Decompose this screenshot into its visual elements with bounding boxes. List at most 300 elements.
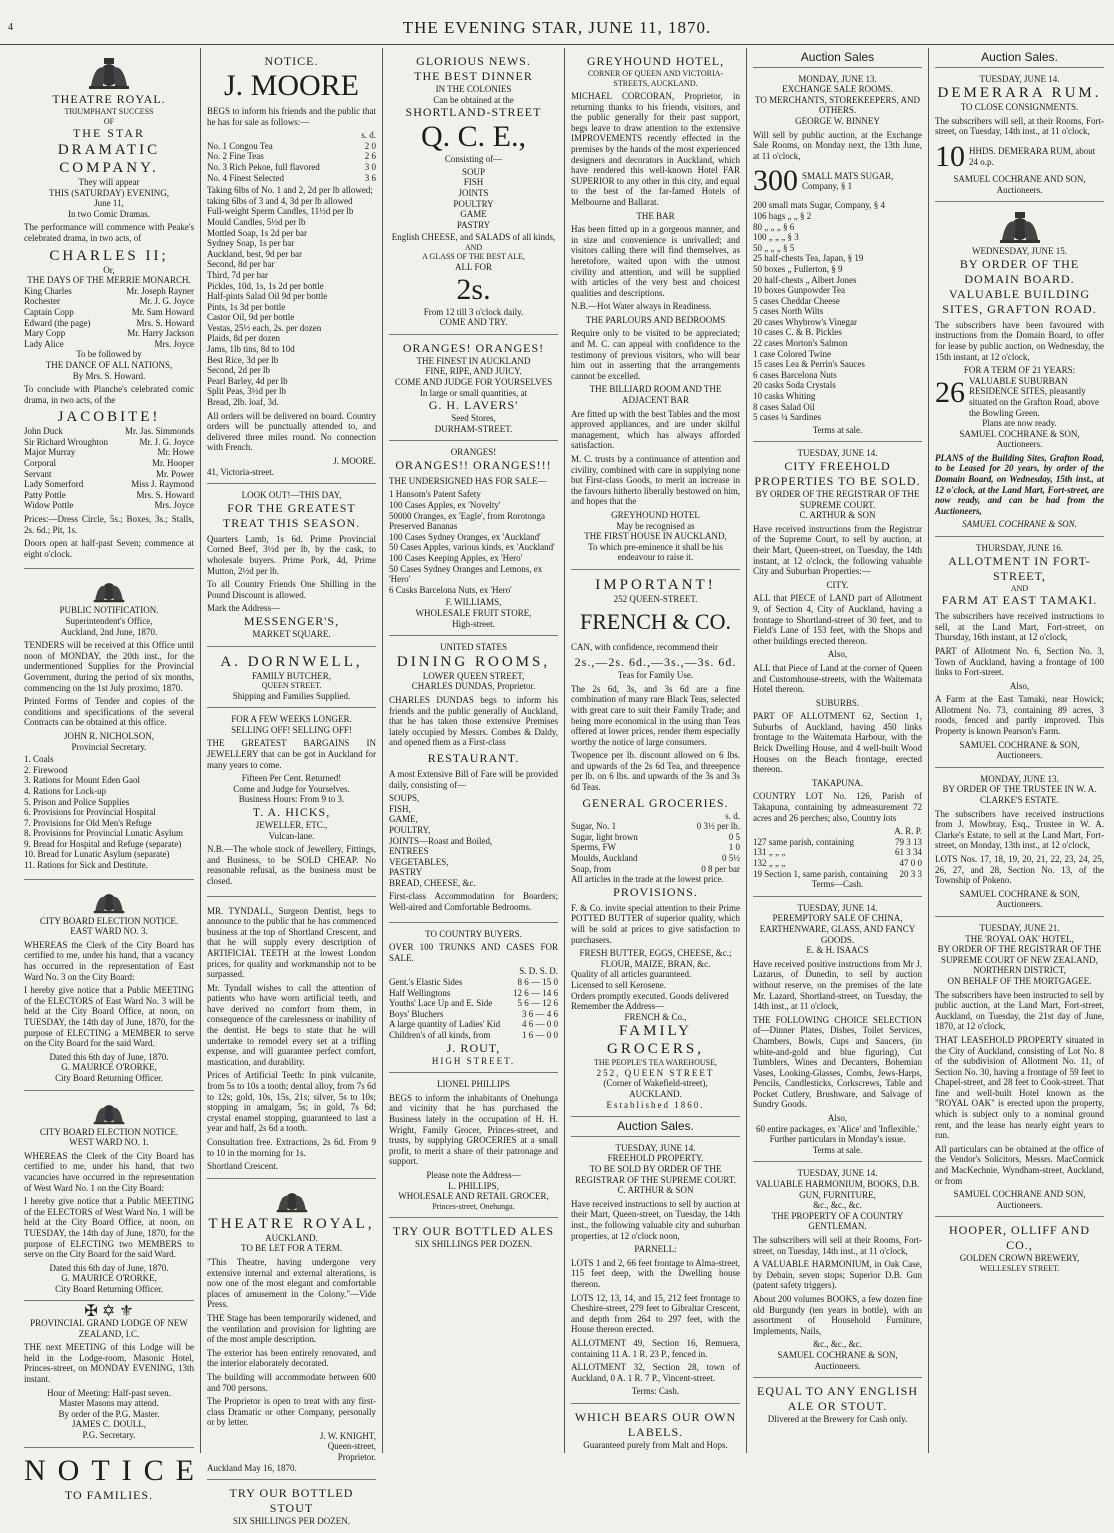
merchandise-item: 80 „ „ „ § 6 (753, 221, 795, 232)
grocery-row-label: Moulds, Auckland (571, 853, 638, 864)
fort-street-ad (935, 537, 1104, 768)
theatre2-date: Auckland May 16, 1870. (207, 1462, 297, 1473)
footwear-row-value: 8 6 — 15 0 (517, 977, 558, 988)
rum-lead-item (935, 140, 1104, 174)
domain-firm: SAMUEL COCHRANE & SON, (959, 428, 1080, 439)
cast-row-value: Mrs. Joyce (154, 500, 194, 511)
hicks-trade: JEWELLER, ETC., (255, 819, 328, 830)
cast-row-value: Mrs. Joyce (154, 338, 194, 349)
rum-hhds: HHDS. DEMERARA RUM, about 24 o.p. (969, 146, 1096, 167)
cast-row-label: Lady Alice (24, 338, 64, 349)
dining-board: First-class Accommodation for Boarders; Well-aired and Comfortable Bedrooms. (389, 891, 558, 913)
fruit-item: 1 Hansom's Patent Safety (389, 489, 481, 500)
theatre-this-eve: THIS (SATURDAY) EVENING, (49, 187, 169, 198)
royal-oak-order: BY ORDER OF THE REGISTRAR OF THE SUPREME COURT OF NEW ZEALAND, NORTHERN DISTRICT, (937, 944, 1102, 976)
column-5 (746, 48, 928, 1453)
merchandise-item: 8 cases Salad Oil (753, 401, 815, 412)
fruit-item: 50 Cases Sydney Oranges and Lemons, ex 'Hero' (389, 563, 543, 585)
isaacs-body2: THE FOLLOWING CHOICE SELECTION of—Dinner Plates, Dishes, Toilet Services, Chambers, Bowls, Cups and Saucers, (in white-and-gold and blue figuring), Cut Tumblers, Wines and Decanters, Bohemian Vases, Looking-Glasses, Combs, Jews-Harps, Pencils, Candlesticks, Corkscrews, Table and Pocket Cutlery, Brushware, and Salvage of Sundry Goods. (753, 1014, 922, 1110)
menu-item: POULTRY, (389, 824, 431, 835)
cast-row-label: Servant (24, 468, 52, 479)
rum-big-number: 10 (935, 139, 965, 173)
election1-body2: I hereby give notice that a Public MEETING of the ELECTORS of West Ward No. 1 will be held at the City Board Office, at noon, on TUESDAY, the 14th day of June, 1870, for the purpose of ELECTING two MEMBERS to serve on the City Board for the said Ward. (24, 1196, 194, 1260)
isaacs-firm: E. & H. ISAACS (806, 945, 869, 956)
equal-heading: EQUAL TO ANY ENGLISH ALE OR STOUT. (757, 1384, 918, 1414)
isaacs-pkgs: 60 entire packages, ex 'Alice' and 'Inflexible.' (756, 1123, 919, 1134)
masonic-emblems-icon: ✠ ✡ ⚜ (84, 1303, 134, 1321)
merchandise-item: 6 cases Barcelona Nuts (753, 369, 837, 380)
merchandise-item: 50 „ „ „ § 5 (753, 242, 795, 253)
grocery-item: Split Peas, 3½d per lb (207, 386, 286, 397)
merchandise-item: 20 cases Whybrow's Vinegar (753, 316, 857, 327)
fort-and: AND (1010, 583, 1029, 593)
fort-heading: ALLOTMENT IN FORT-STREET, (948, 553, 1091, 583)
election-east-ad (24, 880, 194, 1091)
auction-allot32: ALLOTMENT 32, Section 28, town of Auckland, 0 A. 1 R. 7 P., Vincent-street. (571, 1362, 740, 1383)
lot-row-label: 132 „ „ „ (753, 858, 786, 868)
french-teas: 2s.,—2s. 6d.,—3s.,—3s. 6d. (574, 655, 737, 670)
messenger-mark: Mark the Address— (207, 603, 280, 614)
auction-lots1: LOTS 1 and 2, 66 feet frontage to Alma-street, 115 feet deep, with the Dwelling house thereon. (571, 1257, 740, 1289)
theatre-let-ad (207, 1179, 376, 1480)
merchandise-item: 10 cases C. & B. Pickles (753, 327, 842, 338)
cast-row (24, 447, 194, 458)
labels-sub: Guaranteed purely from Malt and Hops. (583, 1439, 728, 1450)
cast-row-value: Mr. Howe (157, 447, 194, 458)
greyhound-heading: GREYHOUND HOTEL, (586, 54, 725, 68)
equal-ale-ad (753, 1378, 922, 1431)
merchandise-list (753, 200, 922, 422)
merchandise-item: 200 small mats Sugar, Company, § 4 (753, 200, 886, 211)
footwear-price-list (389, 977, 558, 1041)
tea-row-label: No. 2 Fine Teas (207, 151, 264, 162)
city-lot3: PART OF ALLOTMENT 62, Section 1, Suburbs of Auckland, having 450 links frontage to the Waitemata Harbour, with the Brick Dwelling House, and 4 well-built Wood Houses on the Beach frontage, erected thereon. (753, 711, 922, 775)
ales-ad (389, 1218, 558, 1256)
footwear-row (389, 1019, 558, 1030)
harmonium-etc2: &c., &c., &c. (813, 1339, 862, 1350)
election3-body2: I hereby give notice that a Public MEETING of the ELECTORS of East Ward No. 3 will be held at the City Board Office, at noon, on TUESDAY, the 14th day of June, 1870, for the purpose of ELECTING a MEMBER to serve on the City Board for the said Ward. (24, 985, 194, 1049)
phillips-name: L. PHILLIPS, (448, 1180, 499, 1191)
cast-row (24, 426, 194, 437)
public-heading: PUBLIC NOTIFICATION. (59, 605, 159, 616)
hicks-hours: Business Hours: From 9 to 3. (238, 794, 345, 805)
french-orders: Orders promptly executed. Goods delivered (571, 990, 729, 1001)
domain-lead-item (935, 376, 1104, 418)
lavers-oranges-ad (389, 335, 558, 442)
theatre2-sign3: Proprietor. (337, 1452, 376, 1463)
binney-day: MONDAY, JUNE 13. (798, 73, 877, 84)
cast-row (24, 479, 194, 490)
clarke-heading: BY ORDER OF THE TRUSTEE IN W. A. CLARKE'S ESTATE. (942, 784, 1097, 806)
greyhound-nb: N.B.—Hot Water always in Readiness. (571, 301, 712, 312)
domain-body: The subscribers have been favoured with instructions from the Domain Board, to offer for lease by public auction, on Wednesday, the 15th instant, at 12 o'clock, (935, 319, 1104, 362)
dornwell-name: A. DORNWELL, (220, 653, 363, 670)
columns (18, 48, 1110, 1527)
grocery-item: Bread, 2lb. loaf, 3d. (207, 397, 279, 408)
clarke-day: MONDAY, JUNE 13. (980, 773, 1059, 784)
cast-row (24, 318, 194, 329)
fruit-item: 6 Casks Barcelona Nuts, ex 'Hero' (389, 584, 512, 595)
grocery-item: Auckland, best, 9d per bar (207, 248, 302, 259)
lodge-master: Master Masons may attend. (59, 1398, 159, 1409)
glorious-heading: GLORIOUS NEWS. (416, 54, 531, 68)
hicks-weeks: FOR A FEW WEEKS LONGER. (231, 714, 352, 725)
isaacs-terms: Terms at sale. (812, 1144, 863, 1155)
royal-oak-day: TUESDAY, JUNE 21. (979, 922, 1060, 933)
hicks-ad (207, 708, 376, 896)
tea-row-label: No. 3 Rich Pekoe, full flavored (207, 161, 320, 172)
merchandise-item: 106 bags „ „ § 2 (753, 210, 812, 221)
theatre-play2: JACOBITE! (57, 409, 161, 426)
labels-ad (571, 1404, 740, 1457)
grocery-price-table (571, 821, 740, 874)
grocery-item: Second, 2d per lb (207, 365, 270, 376)
lodge-body: THE next MEETING of this Lodge will be held in the Lodge-room, Masonic Hotel, Princes-street, on MONDAY EVENING, 13th instant. (24, 1342, 194, 1385)
french-warehouse: THE PEOPLE'S TEA WAREHOUSE, (594, 1058, 717, 1068)
french-corner: (Corner of Wakefield-street), (603, 1078, 708, 1089)
merchandise-item: 100 „ „ „ § 3 (753, 232, 799, 243)
harmonium-firm: SAMUEL COCHRANE & SON, (777, 1349, 898, 1360)
supply-item: 10. Bread for Lunatic Asylum (separate) (24, 849, 170, 860)
domain-sites: VALUABLE BUILDING SITES, GRAFTON ROAD. (942, 286, 1097, 316)
french-all: All articles in the trade at the lowest price. (571, 874, 724, 885)
merchandise-item: 15 cases Lea & Perrin's Sauces (753, 359, 865, 370)
phillips-body: BEGS to inform the inhabitants of Onehunga and vicinity that he has purchased the Business lately in the occupation of H. H. Wright, Family Grocer, Princes-street, and trusts, by supplying GROCERIES at a small profit, to merit a share of their patronage and support. (389, 1092, 558, 1167)
tea-row (207, 173, 376, 184)
city-suburbs: SUBURBS. (815, 697, 860, 708)
tea-row-value: 2 0 (364, 140, 376, 151)
french-licensed: Licensed to sell Kerosene. (571, 979, 666, 990)
oranges2-street: High-street. (452, 618, 495, 629)
supply-item: 2. Firewood (24, 764, 68, 775)
footwear-row (389, 977, 558, 988)
merchandise-item: 22 cases Morton's Salmon (753, 338, 848, 349)
phillips-note: Please note the Address— (426, 1169, 521, 1180)
supply-item: 6. Provisions for Provincial Hospital (24, 807, 156, 818)
royal-arms-icon (272, 1187, 312, 1213)
domain-plans: Plans are now ready. (982, 418, 1057, 429)
greyhound-hotel-ad (571, 48, 740, 570)
city-also: Also, (827, 649, 848, 660)
binney-name: GEORGE W. BINNEY (795, 115, 880, 126)
tea-row-value: 3 0 (364, 161, 376, 172)
country-sd: S. D. S. D. (519, 966, 558, 977)
cast-row (24, 286, 194, 297)
moore-name: J. MOORE (223, 69, 359, 102)
theatre2-place: AUCKLAND. (265, 1232, 318, 1243)
french-flour: FLOUR, MAIZE, BRAN, &c. (600, 958, 711, 969)
fort-firm: SAMUEL COCHRANE & SON, (959, 739, 1080, 750)
theatre-play1b: THE DAYS OF THE MERRIE MONARCH. (27, 275, 191, 286)
auction-sales-heading: Auction Sales. (935, 48, 1104, 68)
dining-prop: CHARLES DUNDAS, Proprietor. (411, 681, 536, 692)
oranges1-stores: Seed Stores, (451, 413, 496, 424)
families-notice-ad (24, 1448, 206, 1509)
moore-addr: 41, Victoria-street. (207, 466, 275, 477)
ales-heading: TRY OUR BOTTLED ALES (392, 1224, 555, 1239)
menu-item: JOINTS (458, 187, 489, 198)
merchandise-item: 10 casks Whiting (753, 391, 816, 402)
rum-close: TO CLOSE CONSIGNMENTS. (960, 102, 1079, 113)
supply-item: 11. Rations for Sick and Destitute. (24, 860, 148, 871)
binney-auction-ad (753, 68, 922, 443)
french-discount: Twopence per lb. discount allowed on 6 lbs. and upwards of the 2s 6d Tea, and threepence per lb. on 6 lbs. and upwards of the 3s and 3s 6d Teas. (571, 750, 740, 793)
auction-title: FREEHOLD PROPERTY. (607, 1153, 704, 1164)
grocery-row-value: 0 5 (728, 831, 740, 842)
public-office: Superintendent's Office, (65, 616, 153, 626)
footwear-row-label: A large quantity of Ladies' Kid (389, 1019, 501, 1030)
footwear-row (389, 1009, 558, 1020)
isaacs-body: Have received positive instructions from Mr J. Lazarus, of Dunedin, to sell by auction without reserve, on the premises of the late Mr. Lazard, Shortland-street, on Tuesday, the 14th inst., at 11 o'clock, (753, 958, 922, 1012)
fort-auct: Auctioneers. (996, 750, 1043, 761)
column-3 (382, 48, 564, 1453)
rum-auct: Auctioneers. (996, 184, 1043, 195)
column-6 (928, 48, 1110, 1453)
footwear-row-value: 5 6 — 12 6 (517, 998, 558, 1009)
tyndall-prices: Prices of Artificial Teeth: In pink vulcanite, from 5s to 10s a tooth; dental alloy, from 7s 6d to 12s; gold, 10s, 15s, 21s; silver, 5s to 10s; stopping in amalgam, 5s; in gold, 7s 6d; crystal enamel stopping, guaranteed to last a year and half, 2s 6d a tooth. (207, 1070, 376, 1134)
dining-street: LOWER QUEEN STREET, (422, 670, 525, 681)
royal-arms-icon (89, 1099, 129, 1125)
hooper-street: WELLESLEY STREET. (979, 1264, 1060, 1273)
ales-price: SIX SHILLINGS PER DOZEN. (415, 1239, 532, 1250)
grocery-item: Pints, 1s 3d per bottle (207, 301, 286, 312)
french-important: IMPORTANT! (595, 576, 716, 593)
oranges2-sign: F. WILLIAMS, (445, 597, 502, 608)
masthead (0, 0, 1114, 45)
grocery-row-value: 0 5½ (722, 853, 740, 864)
auction-sales-heading: Auction Sales. (571, 1117, 740, 1137)
labels-heading: WHICH BEARS OUR OWN LABELS. (574, 1409, 737, 1439)
cast-list-2 (24, 426, 194, 511)
cast-row-label: John Duck (24, 426, 63, 437)
city-body: Have received instructions from the Registrar of the Supreme Court, to sell by auction, at their Mart, Queen-street, on Tuesday, the 14th instant, at 12 o'clock, the following valuable City and Suburban Properties:— (753, 523, 922, 577)
fruit-item: 100 Cases Keeping Apples, ex 'Hero' (389, 553, 523, 564)
lot-row-value: 79 3 13 (895, 836, 922, 847)
harmonium-ad (753, 1162, 922, 1378)
lodge-hour: Hour of Meeting: Half-past seven. (47, 1387, 171, 1398)
theatre2-let: TO BE LET FOR A TERM. (240, 1243, 343, 1254)
fort-farm: FARM AT EAST TAMAKI. (941, 593, 1098, 608)
cast-row-label: Rochester (24, 296, 60, 307)
hicks-name: T. A. HICKS, (252, 804, 331, 819)
harmonium-body2: A VALUABLE HARMONIUM, in Oak Case, by Debain, seven stops; Superior D.B. Gun (patent safety triggers). (753, 1259, 922, 1291)
french-heading: FRENCH & CO. (580, 608, 731, 634)
royal-arms-icon (996, 210, 1044, 244)
merchandise-item: 1 case Colored Twine (753, 348, 831, 359)
phillips-trade: WHOLESALE AND RETAIL GROCER, (398, 1191, 549, 1202)
public-date: Auckland, 2nd June, 1870. (60, 626, 158, 637)
cast-row-label: Widow Pottle (24, 500, 74, 511)
country-lots-table (753, 837, 922, 879)
lot-row-label: 19 Section 1, same parish, containing (753, 868, 888, 879)
tyndall-body: MR. TYNDALL, Surgeon Dentist, begs to announce to the public that he has commenced business at the top of Shortland Crescent, and that he will supply every description of ARTIFICIAL TEETH at the lowest London prices, for quality and workmanship not to be surpassed. (207, 905, 376, 980)
supply-item: 9. Bread for Hospital and Refuge (separate) (24, 838, 182, 849)
french-remember: Remember the Address— (571, 1001, 664, 1012)
greyhound-name: GREYHOUND HOTEL (611, 509, 700, 520)
tea-row (207, 151, 376, 162)
oranges1-heading: ORANGES! ORANGES! (402, 340, 545, 355)
domain-term: FOR A TERM OF 21 YEARS: (963, 365, 1076, 376)
messenger-ad (207, 484, 376, 646)
royal-oak-heading: THE 'ROYAL OAK' HOTEL, (965, 933, 1074, 944)
election3-ward: EAST WARD NO. 3. (70, 926, 148, 937)
dornwell-ad (207, 647, 376, 709)
greyhound-parlours: THE PARLOURS AND BEDROOMS (585, 314, 726, 325)
glorious-consisting: Consisting of— (444, 154, 503, 165)
cast-row (24, 307, 194, 318)
theatre-conclude: To conclude with Planche's celebrated comic drama, in two acts, of the (24, 384, 194, 405)
menu-item: JOINTS—Roast and Boiled, (389, 835, 493, 846)
theatre2-sign2: Queen-street, (327, 1441, 376, 1452)
tea-row-label: No. 1 Congou Tea (207, 140, 273, 151)
supply-item: 4. Rations for Lock-up (24, 785, 106, 796)
merchandise-item: 20 half-chests „ Albert Jones (753, 274, 857, 285)
public-body: TENDERS will be received at this Office until noon of MONDAY, the 20th inst., for the undermentioned Supplies for the Provincial Government, during the period of six months, commencing on the 1st July proximo, 1870. (24, 640, 194, 693)
cast-row-value: Mr. J. G. Joyce (139, 436, 194, 447)
city-lot2: ALL that Piece of Land at the corner of Queen and Customhouse-streets, with the Waitemata Hotel thereon. (753, 662, 922, 695)
lodge-sign: JAMES C. DOULL, (71, 1419, 146, 1430)
royal-oak-firm: SAMUEL COCHRANE AND SON, (953, 1189, 1086, 1200)
moore-intro: BEGS to inform his friends and the public that he has for sale as follows:— (207, 106, 376, 127)
auction-body: Have received instructions to sell by auction at their Mart, Queen-street, on Tuesday, the 14th inst., the following valuable city and suburban properties, at 12 o'clock noon, (571, 1198, 740, 1241)
fruit-list (389, 489, 558, 595)
grocery-row (571, 864, 740, 875)
tyndall-body2: Mr. Tyndall wishes to call the attention of patients who have worn artificial teeth, and have derived no comfort from them, in consequence of the carelessness or inability of the dentist. He begs to state that he will undertake to remodel every set at a trifling expense, and will guarantee perfect comfort, mastication, and durability. (207, 982, 376, 1067)
binney-lead-item (753, 164, 922, 198)
greyhound-first: THE FIRST HOUSE IN AUCKLAND, (584, 531, 727, 542)
lot-row-label: 127 same parish, containing (753, 836, 854, 847)
royal-oak-body2: THAT LEASEHOLD PROPERTY situated in the City of Auckland, consisting of Lot No. 8 of the subdivision of Allotment No. 11, of Section No. 30, having a frontage of 59 feet to Chapel-street, and 28 feet to Cook-street. That fine and well-built Hotel known as the "ROYAL OAK" is erected upon the property, which is subject only to a nominal ground rent, and the lease has nearly eight years to run. (935, 1034, 1104, 1141)
domain-heading: BY ORDER OF THE DOMAIN BOARD. (959, 256, 1080, 286)
greyhound-body: MICHAEL CORCORAN, Proprietor, in returning thanks to his friends, visitors, and the public generally for their past support, begs leave to draw attention to the extensive IMPROVEMENTS recently effected in the premises by the hands of the most experienced designers and decorators in Auckland, which have rendered this well-known Hotel FAR SUPERIOR to any other in this city, and equal to the best of the far-famed Hotels of Melbourne and Ballarat. (571, 91, 740, 207)
dining-heading: DINING ROOMS, (396, 653, 551, 670)
royal-oak-body: The subscribers have been instructed to sell by public auction, at the Land Mart, Fort-street, Auckland, on Tuesday, the 21st day of June, 1870, at 12 o'clock, (935, 989, 1104, 1032)
hicks-selling: SELLING OFF! SELLING OFF! (231, 724, 352, 735)
cast-row (24, 490, 194, 501)
theatre-perf: The performance will commence with Peake's celebrated drama, in two acts, of (24, 222, 194, 243)
theatre-play1: CHARLES II; (49, 247, 169, 264)
menu-item: SOUPS, (389, 793, 420, 804)
theatre-or: Or, (103, 264, 115, 275)
theatre-date: June 11, (94, 198, 124, 209)
fruit-item: 100 Cases Sydney Oranges, ex 'Auckland' (389, 531, 541, 542)
moore-heading: NOTICE. (264, 54, 319, 68)
election3-dated: Dated this 6th day of June, 1870. (49, 1051, 169, 1062)
merchandise-item: 20 casks Soda Crystals (753, 380, 836, 391)
french-general: GENERAL GROCERIES. (582, 795, 729, 810)
grocery-item: Plaids, 8d per dozen (207, 333, 280, 344)
menu-item: POULTRY (453, 198, 494, 209)
french-addr: 252 QUEEN-STREET. (613, 593, 698, 604)
fort-part: PART of Allotment No. 6, Section No. 3, Town of Auckland, having a frontage of 100 links to Fort-street. (935, 645, 1104, 678)
merchandise-item: 25 half-chests Tea, Japan, § 19 (753, 253, 864, 264)
hooper-ad (935, 1217, 1104, 1279)
phillips-street: Princes-street, Onehunga. (432, 1201, 515, 1211)
cast-row-label: Major Murray (24, 447, 76, 458)
equal-sub: Dlivered at the Brewery for Cash only. (767, 1414, 908, 1425)
rum-firm: SAMUEL COCHRANE AND SON, (953, 173, 1086, 184)
dornwell-trade: FAMILY BUTCHER, (251, 670, 332, 681)
french-fresh: FRESH BUTTER, EGGS, CHEESE, &c.; (579, 948, 732, 959)
oranges1-street: DURHAM-STREET. (434, 423, 513, 434)
hicks-fifteen: Fifteen Per Cent. Returned! (241, 773, 342, 784)
hooper-brewery: GOLDEN CROWN BREWERY, (959, 1253, 1080, 1264)
grocery-item: Taking 6lbs of No. 1 and 2, 2d per lb allowed; taking 6lbs of 3 and 4, 3d per lb allowed (207, 185, 373, 206)
city-label: CITY. (826, 579, 849, 590)
theatre-by: By Mrs. S. Howard. (72, 370, 146, 381)
grocery-row (571, 853, 740, 864)
rum-ad (935, 68, 1104, 203)
cast-row-label: Captain Copp (24, 306, 74, 317)
binney-bags: SMALL MATS SUGAR, Company, § 1 (802, 170, 894, 192)
grocery-row (571, 842, 740, 853)
column-1 (18, 48, 206, 1502)
auction-order: TO BE SOLD BY ORDER OF THE REGISTRAR OF THE SUPREME COURT. (575, 1164, 736, 1185)
theatre-dance: THE DANCE OF ALL NATIONS, (45, 359, 173, 370)
supply-item: 8. Provisions for Provincial Lunatic Asylum (24, 828, 183, 839)
messenger-treat: FOR THE GREATEST TREAT THIS SEASON. (222, 500, 361, 530)
city-terms: Terms—Cash. (811, 879, 864, 890)
moore-sd: s. d. (361, 130, 376, 141)
dining-rest: RESTAURANT. (427, 750, 520, 765)
french-co-ad (571, 570, 740, 1117)
dining-bill: A most Extensive Bill of Fare will be provided daily, consisting of— (389, 768, 558, 790)
theatre-follow: To be followed by (76, 349, 142, 360)
cast-row-label: Patty Pottle (24, 489, 66, 500)
public-sign2: Provincial Secretary. (71, 741, 147, 752)
hicks-addr: Vulcan-lane. (268, 830, 315, 841)
public-body2: Printed Forms of Tender and copies of the conditions and specifications of the several Contracts can be obtained at this office. (24, 696, 194, 728)
french-grocers: FAMILY GROCERS, (607, 1023, 704, 1058)
restaurant-menu (389, 793, 558, 888)
footwear-row-value: 1 6 — 0 0 (522, 1030, 558, 1040)
tyndall-ad (207, 897, 376, 1179)
supply-item: 5. Prison and Police Supplies (24, 796, 130, 807)
cast-row-label: Sir Richard Wroughton (24, 436, 108, 447)
glorious-come: COME AND TRY. (439, 317, 508, 328)
menu-item: PASTRY (456, 219, 491, 230)
greyhound-parlours-body: Require only to be visited to be appreciated; and M. C. can appeal with confidence to the testimony of previous visitors, who will bear him out in asserting that the arrangements cannot be excelled. (571, 328, 740, 381)
country-heading: TO COUNTRY BUYERS. (425, 928, 522, 939)
cast-row-label: Edward (the page) (24, 317, 91, 328)
royal-oak-particulars: All particulars can be obtained at the office of the Vendor's Solicitors, Messrs. MacCormick and MacKechnie, Wyndham-street, Auckland, or from (935, 1143, 1104, 1186)
election1-sign: G. MAURICE O'RORKE, (61, 1273, 157, 1284)
grocery-row (571, 821, 740, 832)
grand-lodge-ad (24, 1301, 194, 1447)
harmonium-day: TUESDAY, JUNE 14. (797, 1168, 878, 1179)
lodge-order: By order of the P.G. Master. (58, 1408, 160, 1419)
country-buyers-ad (389, 923, 558, 1074)
lot-row-label: 131 „ „ „ (753, 847, 786, 858)
domain-big-number: 26 (935, 375, 965, 409)
cast-row-value: Miss J. Raymond (131, 479, 194, 490)
footwear-row (389, 1030, 558, 1041)
supply-item: 3. Rations for Mount Eden Gaol (24, 775, 140, 786)
glorious-english: English CHEESE, and SALADS of all kinds, (391, 232, 556, 243)
merchandise-item: 5 cases ¼ Sardines (753, 412, 821, 423)
supply-item: 7. Provisions for Old Men's Refuge (24, 817, 152, 828)
oranges2-trade: WHOLESALE FRUIT STORE, (415, 608, 532, 618)
grocery-row-value: 1 0 (728, 842, 740, 853)
hicks-body: THE GREATEST BARGAINS IN JEWELLERY that can be got in Auckland for many years to come. (207, 738, 376, 770)
theatre-appear: They will appear (78, 177, 140, 187)
cast-row-value: Mr. Power (156, 468, 194, 479)
clarke-firm: SAMUEL COCHRANE & SON, (959, 888, 1080, 899)
french-family: Teas for Family Use. (617, 670, 694, 681)
rum-day: TUESDAY, JUNE 14. (979, 73, 1060, 84)
harmonium-auct: Auctioneers. (814, 1360, 861, 1371)
footwear-row-label: Half Wellingtons (389, 987, 451, 998)
